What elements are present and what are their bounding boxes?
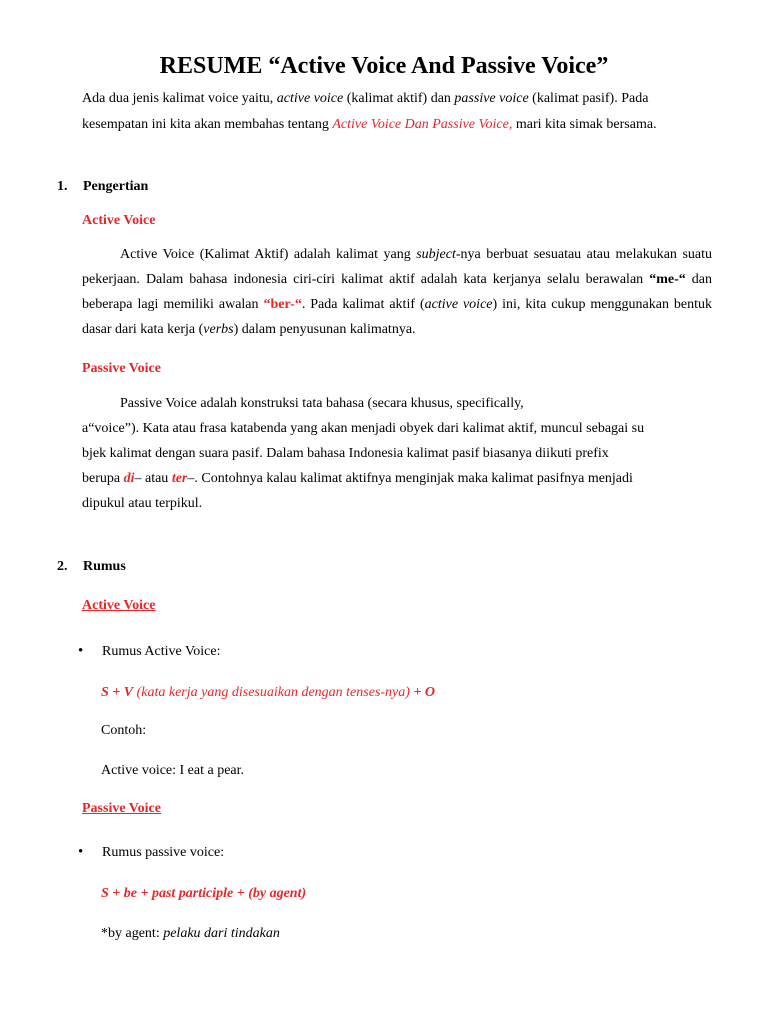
subheading-active-voice: Active Voice	[82, 213, 156, 228]
intro-text: (kalimat aktif) dan	[343, 91, 455, 106]
section-title: Pengertian	[83, 179, 149, 194]
term-subject: subject	[416, 247, 456, 262]
bullet-rumus-active	[78, 641, 220, 662]
section-heading-pengertian	[57, 177, 148, 197]
intro-text: Ada dua jenis kalimat voice yaitu,	[82, 91, 277, 106]
term-verbs: verbs	[203, 322, 234, 337]
intro-highlight: Active Voice Dan Passive Voice,	[332, 117, 513, 132]
active-voice-definition: Active Voice (Kalimat Aktif) adalah kalimat yang subject-nya berbuat sesuatau atau melakukan suatu pekerjaan. Dalam bahasa indonesia ciri-ciri kalimat aktif adalah kata kerjanya selalu berawalan “me-“ dan beberapa lagi memiliki awalan “ber-“. Pada kalimat aktif (active voice) ini, kita cukup menggunakan bentuk dasar dari kata kerja (verbs) dalam penyusunan kalimatnya.	[82, 247, 712, 337]
page-title: RESUME “Active Voice And Passive Voice”	[159, 53, 609, 79]
prefix-di: di	[123, 471, 135, 486]
section-number: 1.	[57, 179, 68, 194]
section-heading-rumus	[57, 557, 126, 577]
active-voice-example: Active voice: I eat a pear.	[101, 763, 245, 778]
intro-text: mari kita simak bersama.	[512, 117, 657, 132]
intro-term-active-voice: active voice	[276, 91, 344, 106]
bullet-text: Rumus Active Voice:	[102, 644, 221, 659]
formula-passive-voice: S + be + past participle + (by agent)	[101, 886, 307, 901]
subheading-passive-voice-rumus: Passive Voice	[82, 801, 161, 816]
passive-def-line: Passive Voice adalah konstruksi tata bahasa (secara khusus, specifically,	[120, 396, 524, 411]
subheading-active-voice-rumus: Active Voice	[82, 598, 156, 613]
section-number: 2.	[57, 559, 68, 574]
section-title: Rumus	[83, 559, 126, 574]
intro-term-passive-voice: passive voice	[454, 91, 529, 106]
bullet-icon: •	[78, 844, 84, 860]
prefix-ter: ter	[171, 471, 188, 486]
intro-paragraph	[82, 86, 692, 138]
bullet-icon: •	[78, 643, 84, 659]
contoh-label: Contoh:	[101, 723, 147, 738]
formula-active-voice: S + V (kata kerja yang disesuaikan dengan tenses-nya) + O	[101, 685, 436, 700]
passive-def-line: a“voice”). Kata atau frasa katabenda yang akan menjadi obyek dari kalimat aktif, muncul sebagai su	[82, 421, 645, 436]
prefix-me: “me-“	[649, 272, 686, 287]
subheading-passive-voice: Passive Voice	[82, 361, 161, 376]
passive-def-line: bjek kalimat dengan suara pasif. Dalam bahasa Indonesia kalimat pasif biasanya diikuti prefix	[82, 446, 609, 461]
intro-text: (kalimat pasif). Pada kesempatan ini kita akan membahas tentang	[82, 91, 649, 132]
passive-def-line: dipukul atau terpikul.	[82, 496, 203, 511]
bullet-text: Rumus passive voice:	[102, 845, 225, 860]
bullet-rumus-passive	[78, 842, 224, 863]
by-agent-note: *by agent: pelaku dari tindakan	[101, 926, 280, 941]
prefix-ber: “ber-“	[263, 297, 302, 312]
passive-voice-definition	[82, 391, 712, 516]
passive-def-line: berupa di– atau ter–. Contohnya kalau kalimat aktifnya menginjak maka kalimat pasifnya menjadi	[82, 471, 633, 486]
term-active-voice: active voice	[424, 297, 493, 312]
